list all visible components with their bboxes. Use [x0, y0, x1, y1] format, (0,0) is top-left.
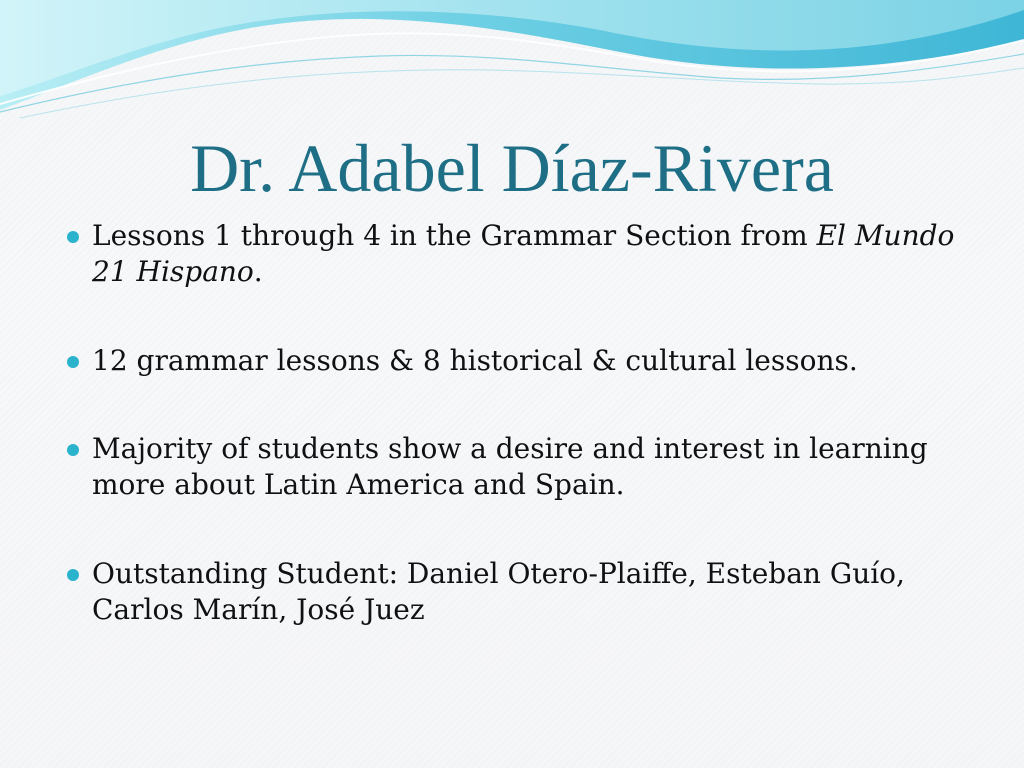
slide-title: Dr. Adabel Díaz-Rivera	[190, 130, 834, 206]
bullet-list	[62, 218, 982, 681]
wave-decoration	[0, 0, 1024, 120]
bullet-text: Majority of students show a desire and interest in learning more about Latin America and Spain.	[92, 432, 928, 501]
bullet-text: Lessons 1 through 4 in the Grammar Section from	[92, 219, 817, 252]
bullet-item-lessons	[62, 218, 982, 290]
bullet-dot-icon	[67, 444, 79, 456]
bullet-dot-icon	[67, 356, 79, 368]
bullet-text-end: .	[253, 255, 263, 288]
bullet-text: 12 grammar lessons & 8 historical & cultural lessons.	[92, 344, 858, 377]
bullet-dot-icon	[67, 231, 79, 243]
bullet-dot-icon	[67, 569, 79, 581]
bullet-text: Outstanding Student: Daniel Otero-Plaiffe, Esteban Guío, Carlos Marín, José Juez	[92, 557, 905, 626]
book-title: El Mundo 21 Hispano	[92, 219, 955, 288]
bullet-item-lesson-count	[62, 343, 982, 379]
bullet-item-student-interest	[62, 431, 982, 503]
bullet-item-outstanding-student	[62, 556, 982, 628]
